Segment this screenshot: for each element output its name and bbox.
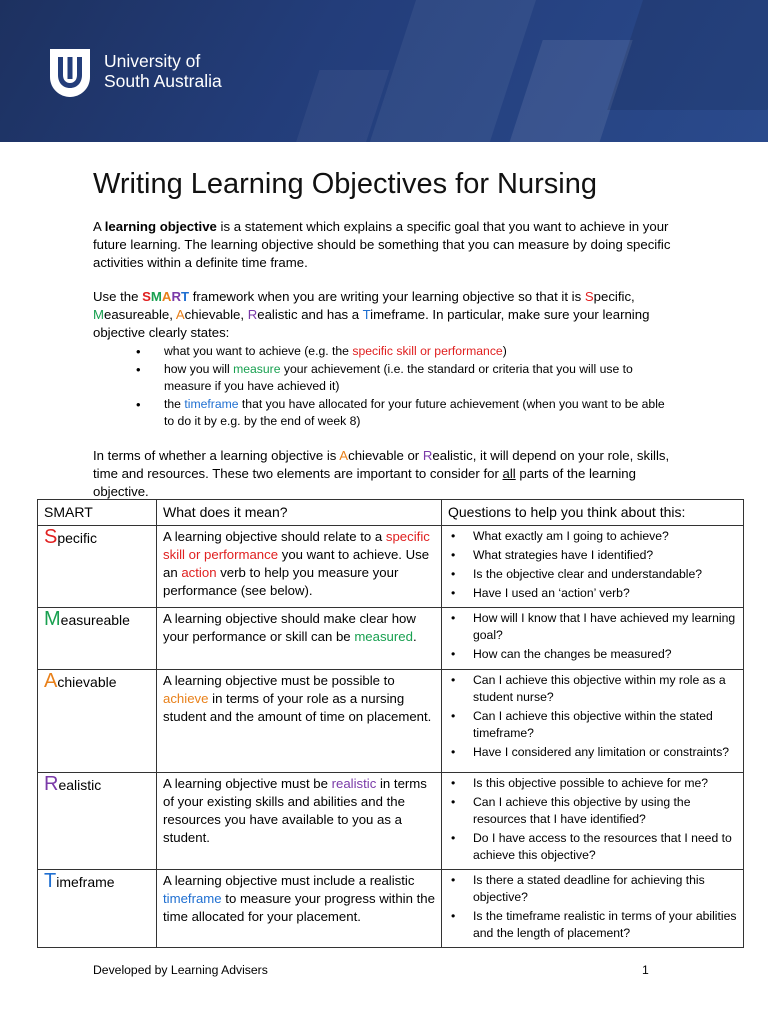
list-item: • Have I considered any limitation or constraints? <box>448 744 737 761</box>
questions-cell <box>442 608 744 670</box>
list-item: • Is this objective possible to achieve for me? <box>448 775 737 792</box>
questions-cell <box>442 870 744 948</box>
list-item: • how you will measure your achievement (i.e. the standard or criteria that you will use to measure if you have achieved it) <box>136 361 676 395</box>
list-item: • the timeframe that you have allocated for your future achievement (when you want to be able to do it by e.g. by the end of week 8) <box>136 396 676 430</box>
intro-paragraph-3: In terms of whether a learning objective is Achievable or Realistic, it will depend on your role, skills, time and resources. These two elements are important to consider for all parts of the learning objective. <box>93 448 670 499</box>
list-item: • Do I have access to the resources that I need to achieve this objective? <box>448 830 737 864</box>
list-item: • What exactly am I going to achieve? <box>448 528 737 545</box>
list-item: • What strategies have I identified? <box>448 547 737 564</box>
list-item: • Can I achieve this objective within my role as a student nurse? <box>448 672 737 706</box>
page-number: 1 <box>642 963 649 977</box>
smart-acronym: SMART <box>142 289 190 304</box>
column-header-meaning: What does it mean? <box>157 500 442 526</box>
meaning-cell: A learning objective should make clear how your performance or skill can be measured. <box>157 608 442 670</box>
page-title: Writing Learning Objectives for Nursing <box>93 168 597 200</box>
table-row <box>38 670 744 773</box>
list-item: • Is the objective clear and understandable? <box>448 566 737 583</box>
list-item: • what you want to achieve (e.g. the specific skill or performance) <box>136 343 676 360</box>
university-name: University of South Australia <box>104 51 222 91</box>
table-header-row <box>38 500 744 526</box>
column-header-smart: SMART <box>38 500 157 526</box>
intro-paragraph-1: A learning objective is a statement which explains a specific goal that you want to achieve in your future learning. The learning objective should be something that you can measure by doing specific activities within a definite time frame. <box>93 219 671 270</box>
table-row <box>38 526 744 608</box>
list-item: • Have I used an ‘action’ verb? <box>448 585 737 602</box>
meaning-cell: A learning objective must be possible to achieve in terms of your role as a nursing student and the amount of time on placement. <box>157 670 442 773</box>
meaning-cell: A learning objective must be realistic in terms of your existing skills and abilities and the resources you have available to you as a student. <box>157 773 442 870</box>
table-row <box>38 773 744 870</box>
table-row <box>38 870 744 948</box>
unisa-logo-icon <box>48 47 92 99</box>
list-item: • How will I know that I have achieved my learning goal? <box>448 610 737 644</box>
questions-cell <box>442 526 744 608</box>
table-row <box>38 608 744 670</box>
footer-credit: Developed by Learning Advisers <box>93 963 268 977</box>
smart-term-achievable: Achievable <box>38 670 157 773</box>
column-header-questions: Questions to help you think about this: <box>442 500 744 526</box>
list-item: • Is the timeframe realistic in terms of your abilities and the length of placement? <box>448 908 737 942</box>
meaning-cell: A learning objective must include a realistic timeframe to measure your progress within the time allocated for your placement. <box>157 870 442 948</box>
questions-cell <box>442 773 744 870</box>
list-item: • Can I achieve this objective within the stated timeframe? <box>448 708 737 742</box>
smart-term-measureable: Measureable <box>38 608 157 670</box>
header-banner <box>0 0 768 142</box>
questions-cell <box>442 670 744 773</box>
list-item: • Is there a stated deadline for achieving this objective? <box>448 872 737 906</box>
list-item: • How can the changes be measured? <box>448 646 737 663</box>
smart-term-specific: Specific <box>38 526 157 608</box>
intro-paragraph-2: Use the SMART framework when you are writing your learning objective so that it is Specific, Measureable, Achievable, Realistic and has a Timeframe. In particular, make sure your learning objective clearly states: <box>93 289 650 340</box>
smart-table <box>37 499 744 948</box>
smart-term-realistic: Realistic <box>38 773 157 870</box>
meaning-cell: A learning objective should relate to a specific skill or performance you want to achieve. Use an action verb to help you measure your performance (see below). <box>157 526 442 608</box>
title-block <box>93 162 683 206</box>
smart-term-timeframe: Timeframe <box>38 870 157 948</box>
objective-criteria-list <box>136 343 676 431</box>
list-item: • Can I achieve this objective by using the resources that I have identified? <box>448 794 737 828</box>
